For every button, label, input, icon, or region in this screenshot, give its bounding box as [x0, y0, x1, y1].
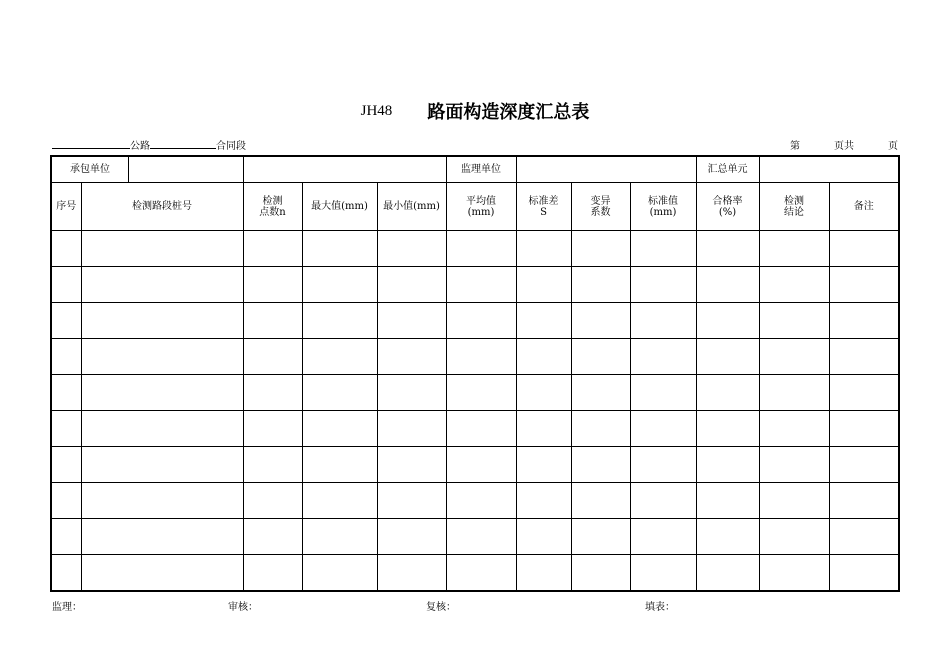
section-name-blank[interactable] [150, 138, 216, 149]
cell-max[interactable] [302, 375, 377, 411]
cell-station[interactable] [81, 231, 243, 267]
cell-cv[interactable] [571, 411, 630, 447]
cell-cv[interactable] [571, 483, 630, 519]
cell-seq[interactable] [51, 447, 81, 483]
cell-seq[interactable] [51, 555, 81, 592]
cell-remarks[interactable] [829, 519, 899, 555]
col-seq: 序号 [51, 183, 81, 231]
cell-min[interactable] [377, 411, 446, 447]
table-row [51, 519, 899, 555]
cell-pass[interactable] [696, 303, 759, 339]
cell-remarks[interactable] [829, 375, 899, 411]
cell-avg[interactable] [446, 267, 516, 303]
cell-conclusion[interactable] [759, 483, 829, 519]
form-code: JH48 [360, 102, 393, 119]
filler-sign: 填表： [645, 602, 675, 613]
cell-seq[interactable] [51, 267, 81, 303]
signature-line [52, 598, 900, 612]
cell-max[interactable] [302, 555, 377, 592]
cell-pass[interactable] [696, 555, 759, 592]
data-rows [51, 231, 899, 592]
cell-points[interactable] [243, 483, 302, 519]
cell-cv[interactable] [571, 447, 630, 483]
cell-remarks[interactable] [829, 483, 899, 519]
cell-pass[interactable] [696, 411, 759, 447]
cell-seq[interactable] [51, 519, 81, 555]
page-prefix: 第 [790, 141, 800, 152]
cell-max[interactable] [302, 519, 377, 555]
rechecker-sign: 复核： [426, 602, 456, 613]
section-suffix: 合同段 [216, 141, 246, 152]
cell-station[interactable] [81, 411, 243, 447]
cell-avg[interactable] [446, 375, 516, 411]
cell-max[interactable] [302, 339, 377, 375]
cell-std[interactable] [516, 483, 571, 519]
cell-std[interactable] [516, 447, 571, 483]
cell-points[interactable] [243, 411, 302, 447]
col-station: 检测路段桩号 [81, 183, 243, 231]
form-name: 路面构造深度汇总表 [427, 102, 590, 123]
cell-stdval[interactable] [630, 231, 696, 267]
table-row [51, 411, 899, 447]
cell-remarks[interactable] [829, 555, 899, 592]
cell-remarks[interactable] [829, 267, 899, 303]
cell-station[interactable] [81, 339, 243, 375]
cell-points[interactable] [243, 375, 302, 411]
cell-max[interactable] [302, 231, 377, 267]
cell-pass[interactable] [696, 483, 759, 519]
cell-stdval[interactable] [630, 447, 696, 483]
cell-remarks[interactable] [829, 303, 899, 339]
cell-cv[interactable] [571, 339, 630, 375]
cell-conclusion[interactable] [759, 375, 829, 411]
col-std: 标准差 S [516, 183, 571, 231]
table-row [51, 375, 899, 411]
cell-points[interactable] [243, 555, 302, 592]
cell-stdval[interactable] [630, 339, 696, 375]
cell-cv[interactable] [571, 267, 630, 303]
col-conclusion: 检测 结论 [759, 183, 829, 231]
table-row [51, 447, 899, 483]
cell-pass[interactable] [696, 519, 759, 555]
contractor-value-cont[interactable] [243, 156, 446, 183]
table-row [51, 231, 899, 267]
cell-avg[interactable] [446, 303, 516, 339]
cell-avg[interactable] [446, 555, 516, 592]
col-max: 最大值(mm) [302, 183, 377, 231]
cell-max[interactable] [302, 303, 377, 339]
cell-stdval[interactable] [630, 411, 696, 447]
supervisor-sign: 监理： [52, 602, 82, 613]
cell-seq[interactable] [51, 303, 81, 339]
cell-max[interactable] [302, 267, 377, 303]
cell-conclusion[interactable] [759, 411, 829, 447]
cell-points[interactable] [243, 231, 302, 267]
cell-stdval[interactable] [630, 519, 696, 555]
cell-points[interactable] [243, 339, 302, 375]
cell-min[interactable] [377, 231, 446, 267]
table-row [51, 267, 899, 303]
page-indicator [790, 137, 898, 152]
table-row [51, 555, 899, 592]
cell-remarks[interactable] [829, 411, 899, 447]
cell-station[interactable] [81, 483, 243, 519]
table-row [51, 303, 899, 339]
cell-conclusion[interactable] [759, 303, 829, 339]
cell-conclusion[interactable] [759, 519, 829, 555]
col-cv: 变异 系数 [571, 183, 630, 231]
cell-station[interactable] [81, 267, 243, 303]
cell-conclusion[interactable] [759, 339, 829, 375]
road-suffix: 公路 [130, 141, 150, 152]
page-suffix: 页 [888, 141, 898, 152]
table-row [51, 483, 899, 519]
cell-points[interactable] [243, 267, 302, 303]
cell-seq[interactable] [51, 339, 81, 375]
summary-unit-label: 汇总单元 [696, 156, 759, 183]
contractor-label: 承包单位 [70, 164, 110, 175]
cell-std[interactable] [516, 339, 571, 375]
cell-pass[interactable] [696, 339, 759, 375]
cell-min[interactable] [377, 375, 446, 411]
cell-station[interactable] [81, 555, 243, 592]
cell-std[interactable] [516, 375, 571, 411]
cell-min[interactable] [377, 339, 446, 375]
col-points: 检测 点数n [243, 183, 302, 231]
cell-stdval[interactable] [630, 267, 696, 303]
cell-station[interactable] [81, 447, 243, 483]
col-stdval: 标准值 (mm) [630, 183, 696, 231]
cell-avg[interactable] [446, 339, 516, 375]
cell-stdval[interactable] [630, 555, 696, 592]
cell-max[interactable] [302, 483, 377, 519]
cell-std[interactable] [516, 411, 571, 447]
cell-points[interactable] [243, 519, 302, 555]
col-pass-rate: 合格率 (%) [696, 183, 759, 231]
cell-conclusion[interactable] [759, 447, 829, 483]
cell-max[interactable] [302, 411, 377, 447]
contractor-value[interactable] [128, 157, 243, 182]
header-line [52, 137, 900, 151]
cell-min[interactable] [377, 555, 446, 592]
cell-std[interactable] [516, 231, 571, 267]
cell-seq[interactable] [51, 375, 81, 411]
cell-pass[interactable] [696, 267, 759, 303]
cell-std[interactable] [516, 303, 571, 339]
cell-cv[interactable] [571, 375, 630, 411]
cell-avg[interactable] [446, 411, 516, 447]
cell-avg[interactable] [446, 447, 516, 483]
supervisor-label: 监理单位 [446, 156, 516, 183]
supervisor-value[interactable] [516, 156, 696, 183]
cell-stdval[interactable] [630, 303, 696, 339]
cell-avg[interactable] [446, 483, 516, 519]
cell-station[interactable] [81, 303, 243, 339]
col-min: 最小值(mm) [377, 183, 446, 231]
form-title [0, 98, 950, 124]
cell-remarks[interactable] [829, 447, 899, 483]
cell-min[interactable] [377, 267, 446, 303]
cell-min[interactable] [377, 447, 446, 483]
col-avg: 平均值 (mm) [446, 183, 516, 231]
cell-min[interactable] [377, 303, 446, 339]
summary-table [50, 155, 900, 592]
column-header-row [51, 183, 899, 231]
cell-stdval[interactable] [630, 375, 696, 411]
cell-avg[interactable] [446, 519, 516, 555]
cell-remarks[interactable] [829, 339, 899, 375]
cell-conclusion[interactable] [759, 555, 829, 592]
col-remarks: 备注 [829, 183, 899, 231]
info-row [51, 156, 899, 183]
cell-conclusion[interactable] [759, 231, 829, 267]
reviewer-sign: 审核： [228, 602, 258, 613]
cell-conclusion[interactable] [759, 267, 829, 303]
table-row [51, 339, 899, 375]
cell-stdval[interactable] [630, 483, 696, 519]
cell-std[interactable] [516, 519, 571, 555]
cell-points[interactable] [243, 303, 302, 339]
cell-max[interactable] [302, 447, 377, 483]
cell-cv[interactable] [571, 303, 630, 339]
cell-min[interactable] [377, 519, 446, 555]
page-middle: 页共 [834, 141, 854, 152]
cell-points[interactable] [243, 447, 302, 483]
cell-seq[interactable] [51, 483, 81, 519]
summary-unit-value[interactable] [759, 156, 899, 183]
cell-station[interactable] [81, 519, 243, 555]
cell-std[interactable] [516, 555, 571, 592]
road-name-blank[interactable] [52, 138, 130, 149]
cell-pass[interactable] [696, 231, 759, 267]
cell-min[interactable] [377, 483, 446, 519]
cell-avg[interactable] [446, 231, 516, 267]
cell-seq[interactable] [51, 411, 81, 447]
cell-seq[interactable] [51, 231, 81, 267]
cell-cv[interactable] [571, 231, 630, 267]
cell-cv[interactable] [571, 555, 630, 592]
cell-pass[interactable] [696, 375, 759, 411]
cell-pass[interactable] [696, 447, 759, 483]
cell-cv[interactable] [571, 519, 630, 555]
cell-std[interactable] [516, 267, 571, 303]
cell-remarks[interactable] [829, 231, 899, 267]
cell-station[interactable] [81, 375, 243, 411]
